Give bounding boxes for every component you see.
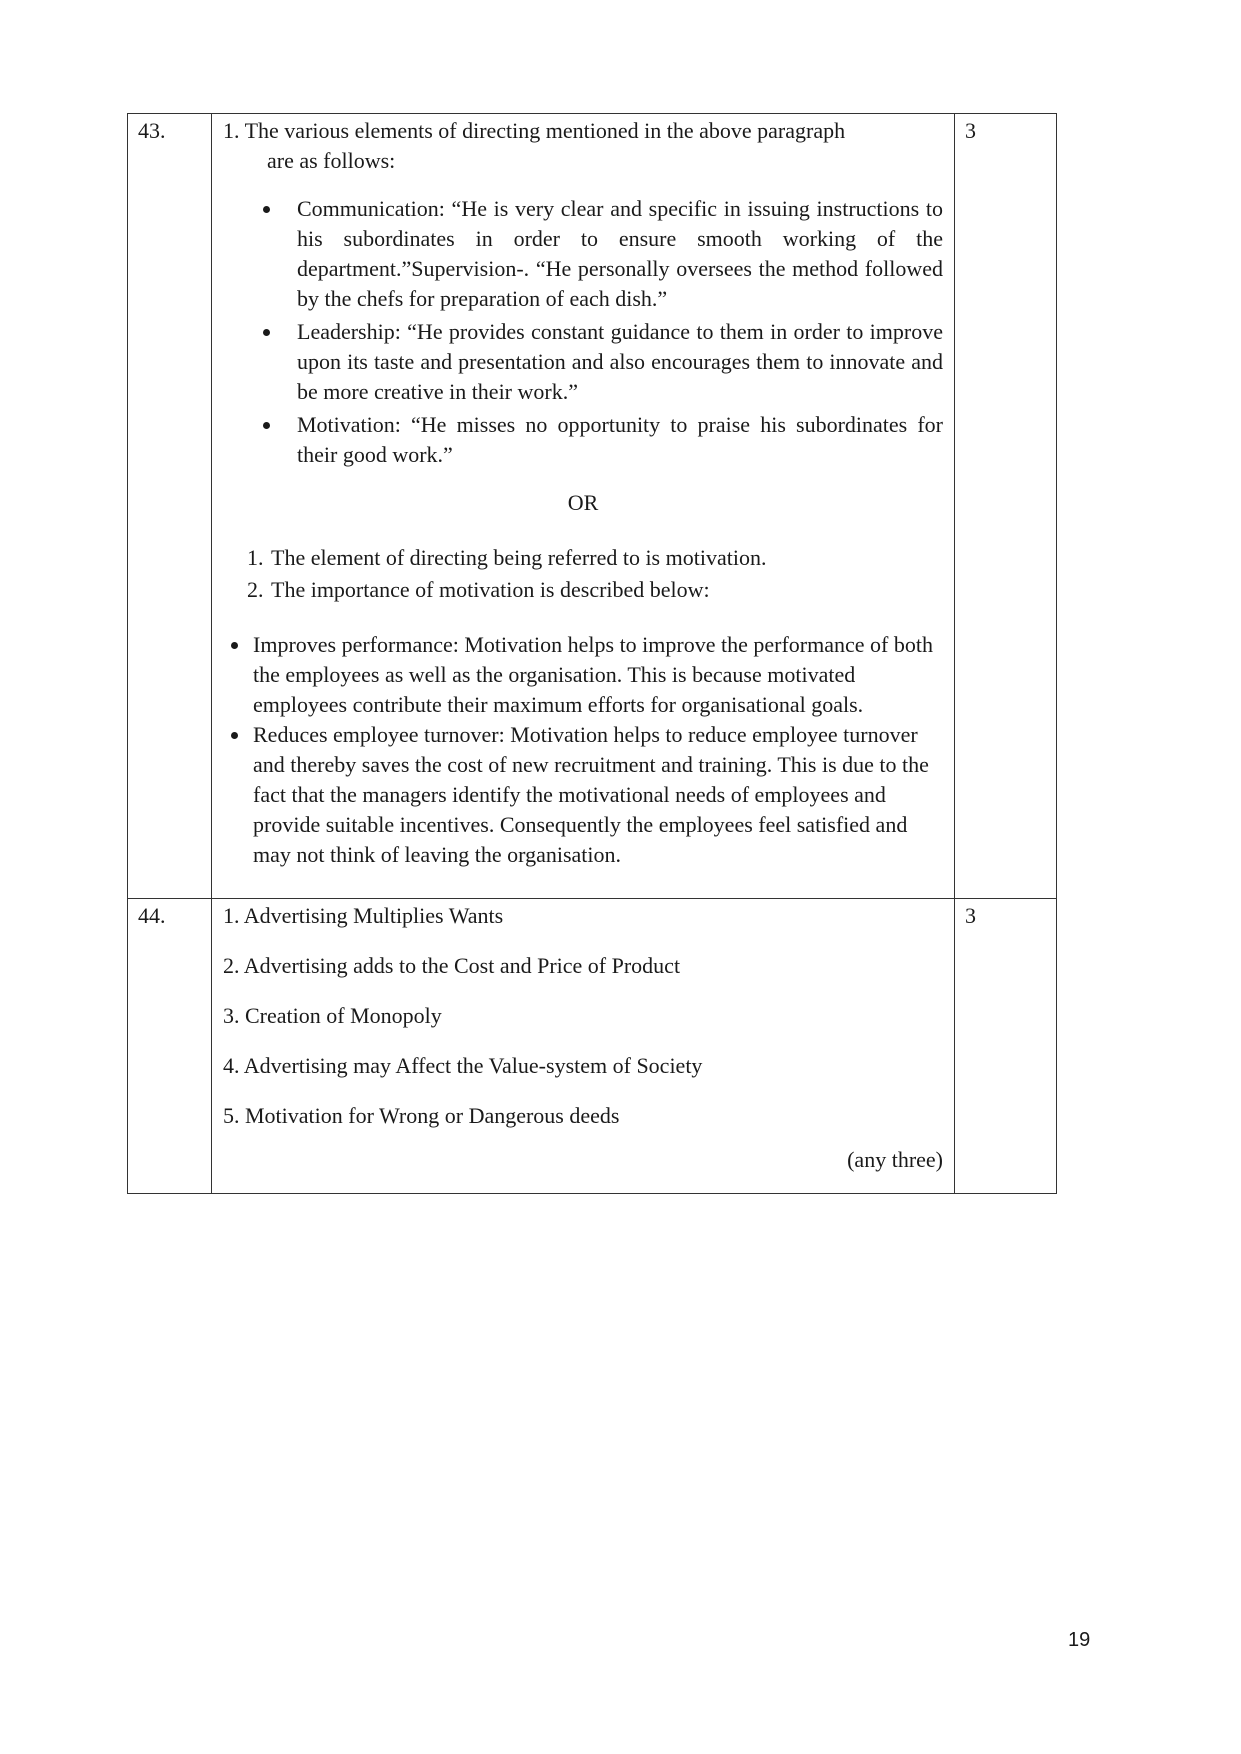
any-three-note: (any three) xyxy=(847,1147,943,1172)
page-number: 19 xyxy=(1068,1629,1091,1651)
question-number: 44. xyxy=(128,899,212,1194)
list-item: 1. The element of directing being referred to is motivation. xyxy=(269,542,943,574)
table-row-q43 xyxy=(128,114,1057,899)
intro-line-2: are as follows: xyxy=(267,148,396,173)
answer-cell xyxy=(212,899,955,1194)
answer-point: 1. Advertising Multiplies Wants xyxy=(223,903,504,928)
answer-table xyxy=(127,113,1057,1194)
answer-point: 5. Motivation for Wrong or Dangerous deeds xyxy=(223,1103,620,1128)
question-number: 43. xyxy=(128,114,212,899)
list-item: Reduces employee turnover: Motivation helps to reduce employee turnover and thereby saves the cost of new recruitment and training. This is due to the fact that the managers identify the motivational needs of employees and provide suitable incentives. Consequently the employees feel satisfied and may not think of leaving the organisation. xyxy=(253,720,943,870)
marks-cell: 3 xyxy=(955,899,1057,1194)
marks-cell: 3 xyxy=(955,114,1057,899)
answer-point: 2. Advertising adds to the Cost and Price of Product xyxy=(223,953,681,978)
list-item: Improves performance: Motivation helps to improve the performance of both the employees as well as the organisation. This is because motivated employees contribute their maximum efforts for organisational goals. xyxy=(253,630,943,720)
intro-line-1: 1. The various elements of directing mentioned in the above paragraph xyxy=(223,118,846,143)
answer-point: 3. Creation of Monopoly xyxy=(223,1003,442,1028)
answer-intro xyxy=(223,116,943,176)
elements-list xyxy=(223,194,943,470)
alternative-answer-list xyxy=(223,542,943,606)
list-item: Leadership: “He provides constant guidance to them in order to improve upon its taste and presentation and also encourages them to innovate and be more creative in their work.” xyxy=(297,317,943,407)
list-item: Communication: “He is very clear and specific in issuing instructions to his subordinates in order to ensure smooth working of the department.”Supervision-. “He personally oversees the method followed by the chefs for preparation of each dish.” xyxy=(297,194,943,314)
answer-cell xyxy=(212,114,955,899)
list-item: 2. The importance of motivation is described below: xyxy=(269,574,943,606)
table-row-q44 xyxy=(128,899,1057,1194)
answer-point: 4. Advertising may Affect the Value-system of Society xyxy=(223,1053,703,1078)
list-item: Motivation: “He misses no opportunity to praise his subordinates for their good work.” xyxy=(297,410,943,470)
importance-list xyxy=(223,630,943,870)
or-separator: OR xyxy=(567,490,599,515)
